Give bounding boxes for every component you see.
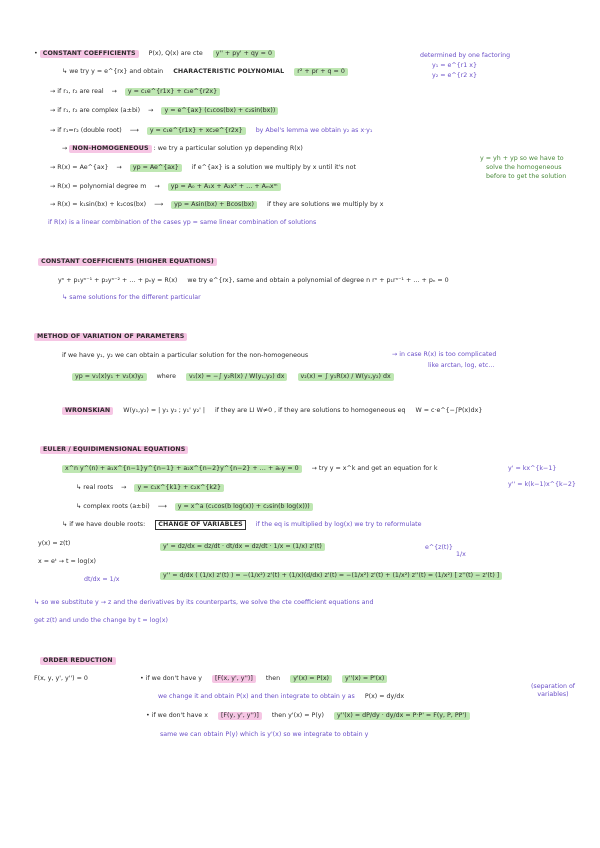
r-exp-solution: yp = Ae^{ax} bbox=[130, 164, 182, 172]
case-complex-line: → if r₁, r₂ are complex (a±bi) → y = e^{ax} (c₁cos(bx) + c₂sin(bx)) bbox=[50, 107, 278, 116]
order-equation: F(x, y, y', y'') = 0 bbox=[34, 675, 88, 682]
case-complex-solution: y = e^{ax} (c₁cos(bx) + c₂sin(bx)) bbox=[161, 107, 278, 115]
wronskian-note: if they are LI W≠0 , if they are solutions to homogeneous eq bbox=[215, 407, 406, 414]
varpar-intro: if we have y₁, y₂ we can obtain a particular solution for the non-homogeneous bbox=[62, 352, 309, 359]
euler-end-2: get z(t) and undo the change by t = log(x) bbox=[34, 617, 168, 624]
no-y-line: • if we don't have y [F(x, y', y'')] then y'(x) = P(x) y''(x) = P'(x) bbox=[140, 675, 387, 684]
const-coef-title: CONSTANT COEFFICIENTS bbox=[40, 50, 139, 58]
nonhom-text: : we try a particular solution yp depending R(x) bbox=[153, 145, 303, 152]
euler-side-2: y'' = k(k−1)x^{k−2} bbox=[508, 481, 576, 488]
yx-def: y(x) = z(t) bbox=[38, 540, 71, 547]
no-y-sub-2: y''(x) = P'(x) bbox=[342, 675, 387, 683]
higher-title: CONSTANT COEFFICIENTS (HIGHER EQUATIONS) bbox=[38, 258, 217, 267]
case-double-solution: y = c₁e^{r1x} + xc₂e^{r2x} bbox=[147, 127, 246, 135]
r-poly-text: → R(x) = polynomial degree m bbox=[50, 183, 147, 190]
nonhom-label: NON-HOMOGENEOUS bbox=[69, 145, 151, 153]
varpar-side-note: → in case R(x) is too complicated bbox=[392, 351, 497, 358]
r-exp-note: if e^{ax} is a solution we multiply by x until it's not bbox=[191, 164, 356, 171]
r-exp-text: → R(x) = Ae^{ax} bbox=[50, 164, 109, 171]
varpar-formula-line: yp = v₁(x)y₁ + v₂(x)y₂ where v₁(x) = −∫ y₂R(x) / W(y₁,y₂) dx v₂(x) = ∫ y₁R(x) / W(y₁,y₂) dx bbox=[72, 373, 394, 382]
higher-equation: yⁿ + p₁yⁿ⁻¹ + p₂yⁿ⁻² + … + pₙy = R(x) bbox=[58, 277, 178, 284]
varpar-title: METHOD OF VARIATION OF PARAMETERS bbox=[34, 333, 187, 342]
const-coef-condition: P(x), Q(x) are cte bbox=[148, 50, 203, 57]
euler-side-1: y' = kx^{k−1} bbox=[508, 465, 557, 472]
linear-combination-note: if R(x) is a linear combination of the cases yp = same linear combination of solutions bbox=[48, 219, 317, 226]
dt-dx: dt/dx = 1/x bbox=[84, 576, 120, 583]
no-x-note: same we can obtain P(y) which is y'(x) so we integrate to obtain y bbox=[160, 731, 369, 738]
v1-formula: v₁(x) = −∫ y₂R(x) / W(y₁,y₂) dx bbox=[186, 373, 288, 381]
r-trig-solution: yp = Asin(bx) + Bcos(bx) bbox=[171, 201, 257, 209]
euler-eq-line bbox=[62, 465, 438, 474]
no-y-relation: P(x) = dy/dx bbox=[364, 693, 405, 700]
euler-complex-line: ↳ complex roots (a±bi) ⟶ y = x^a (c₁cos(b log(x)) + c₂sin(b log(x))) bbox=[76, 503, 313, 512]
change-note: if the eq is multiplied by log(x) we try to reformulate bbox=[255, 521, 422, 528]
r-trig-text: → R(x) = k₁sin(bx) + k₂cos(bx) bbox=[50, 201, 147, 208]
v2-formula: v₂(x) = ∫ y₁R(x) / W(y₁,y₂) dx bbox=[298, 373, 394, 381]
wronskian-formula: W = c·e^{−∫P(x)dx} bbox=[415, 407, 483, 414]
abel-note: by Abel's lemma we obtain y₂ as x·y₁ bbox=[255, 127, 373, 134]
case-double-line: → if r₁=r₂ (double root) ⟶ y = c₁e^{r1x} + xc₂e^{r2x} by Abel's lemma we obtain y₂ as x·y₁ bbox=[50, 127, 373, 134]
euler-title: EULER / EQUIDIMENSIONAL EQUATIONS bbox=[40, 446, 188, 455]
bullet: • bbox=[34, 50, 38, 57]
no-y-sub-1: y'(x) = P(x) bbox=[290, 675, 332, 683]
r-poly-line: → R(x) = polynomial degree m → yp = A₀ + A₁x + A₂x² + … + Aₘxᵐ bbox=[50, 183, 281, 192]
ez-top-note: e^{z(t)} bbox=[425, 544, 453, 551]
case-real-line: → if r₁, r₂ are real → y = c₁e^{r1x} + c₂e^{r2x} bbox=[50, 88, 220, 97]
euler-equation: x^n y^(n) + a₁x^{n−1}y^{n−1} + a₂x^{n−2}y^{n−2} + … + aₙy = 0 bbox=[62, 465, 302, 473]
wronskian-matrix: W(y₁,y₂) = | y₁ y₂ ; y₁' y₂' | bbox=[123, 407, 206, 414]
higher-eq-line bbox=[58, 277, 449, 286]
second-derivative: y'' = d/dx ( (1/x) z'(t) ) = −(1/x²) z'(t) + (1/x)(d/dx) z'(t) = −(1/x²) z'(t) + (1/x²) z''(t) = (1/x²) [ z''(t) − z'(t) ] bbox=[160, 572, 502, 581]
wronskian-line bbox=[62, 407, 482, 416]
try-text: ↳ we try y = e^{rx} and obtain bbox=[62, 68, 164, 75]
const-coef-equation: y'' + py' + qy = 0 bbox=[213, 50, 275, 58]
case-real-solution: y = c₁e^{r1x} + c₂e^{r2x} bbox=[125, 88, 220, 96]
no-y-note: we change it and obtain P(x) and then integrate to obtain y as bbox=[158, 693, 355, 700]
const-coef-line bbox=[34, 50, 275, 59]
euler-end-1: ↳ so we substitute y → z and the derivatives by its counterparts, we solve the cte coefficient equations and bbox=[34, 599, 374, 606]
side-note-2: solve the homogeneous bbox=[486, 164, 562, 171]
higher-note: ↳ same solutions for the different particular bbox=[62, 294, 201, 301]
first-derivative: y' = dz/dx = dz/dt · dt/dx = dz/dt · 1/x = (1/x) z'(t) bbox=[160, 543, 325, 552]
char-poly-label: CHARACTERISTIC POLYNOMIAL bbox=[173, 68, 285, 75]
x-exp-def: x = eᵗ → t = log(x) bbox=[38, 558, 97, 565]
factoring-note: determined by one factoring bbox=[420, 52, 511, 59]
case-double-text: → if r₁=r₂ (double root) bbox=[50, 127, 122, 134]
r-trig-line: → R(x) = k₁sin(bx) + k₂cos(bx) ⟶ yp = Asin(bx) + Bcos(bx) if they are solutions we multiply by x bbox=[50, 201, 384, 208]
separation-note: (separation of variables) bbox=[530, 683, 576, 698]
case-real-text: → if r₁, r₂ are real bbox=[50, 88, 104, 95]
r-poly-solution: yp = A₀ + A₁x + A₂x² + … + Aₘxᵐ bbox=[168, 183, 281, 191]
euler-complex-solution: y = x^a (c₁cos(b log(x)) + c₂sin(b log(x))) bbox=[175, 503, 313, 511]
case-complex-text: → if r₁, r₂ are complex (a±bi) bbox=[50, 107, 141, 114]
no-x-line: • if we don't have x [F(y, y', y'')] then y'(x) = P(y) y''(x) = dP/dy · dy/dx = P·P' = F(y, P, PP') bbox=[146, 712, 470, 721]
no-x-sub: y''(x) = dP/dy · dy/dx = P·P' = F(y, P, PP') bbox=[334, 712, 470, 720]
change-of-variables-box: CHANGE OF VARIABLES bbox=[155, 520, 245, 530]
nonhom-line: → NON-HOMOGENEOUS : we try a particular solution yp depending R(x) bbox=[62, 145, 303, 152]
side-note-3: before to get the solution bbox=[486, 173, 567, 180]
r-trig-note: if they are solutions we multiply by x bbox=[267, 201, 384, 208]
no-y-box: [F(x, y', y'')] bbox=[212, 675, 256, 683]
try-line bbox=[62, 68, 348, 77]
higher-rest: we try e^{rx}, same and obtain a polynomial of degree n rⁿ + p₁rⁿ⁻¹ + … + pₙ = 0 bbox=[187, 277, 449, 284]
euler-real-line: ↳ real roots → y = c₁x^{k1} + c₂x^{k2} bbox=[76, 484, 224, 493]
char-poly-equation: r² + pr + q = 0 bbox=[294, 68, 348, 76]
order-title: ORDER REDUCTION bbox=[40, 657, 116, 666]
wronskian-label: WRONSKIAN bbox=[62, 407, 113, 415]
euler-double-line: ↳ if we have double roots: CHANGE OF VARIABLES if the eq is multiplied by log(x) we try to reformulate bbox=[62, 521, 422, 528]
euler-try: → try y = x^k and get an equation for k bbox=[311, 465, 438, 472]
ez-top-note-2: 1/x bbox=[456, 551, 466, 558]
euler-real-solution: y = c₁x^{k1} + c₂x^{k2} bbox=[134, 484, 224, 492]
y2-note: y₂ = e^{r2 x} bbox=[432, 72, 478, 79]
r-exp-line: → R(x) = Ae^{ax} → yp = Ae^{ax} if e^{ax} is a solution we multiply by x until it's not bbox=[50, 164, 356, 171]
y1-note: y₁ = e^{r1 x} bbox=[432, 62, 478, 69]
no-y-note-line bbox=[158, 693, 404, 702]
yp-formula: yp = v₁(x)y₁ + v₂(x)y₂ bbox=[72, 373, 147, 381]
side-note-1: y = yh + yp so we have to bbox=[480, 155, 564, 162]
no-x-box: [F(y, y', y'')] bbox=[218, 712, 262, 720]
varpar-side-note-2: like arctan, log, etc… bbox=[428, 362, 495, 369]
